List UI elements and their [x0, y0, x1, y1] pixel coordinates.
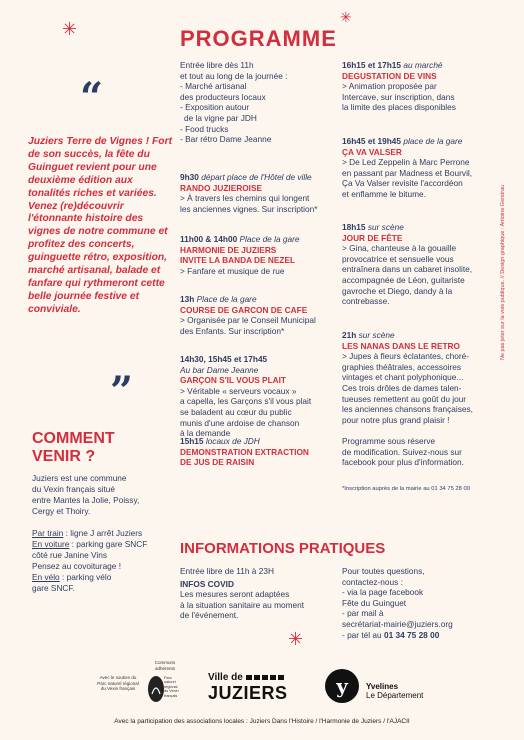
program-line: pour notre plus grand plaisir !: [342, 414, 450, 425]
venir-desc: entre Mantes la Jolie, Poissy,: [32, 495, 140, 505]
programme-block-jour-de-fete: [342, 222, 472, 307]
program-line: munis d'une ardoise de chanson: [180, 417, 300, 428]
facebook-link[interactable]: - via la page facebook: [342, 587, 424, 598]
support-line: Parc naturel régional: [97, 680, 139, 686]
event-place: Au bar Dame Jeanne: [180, 364, 259, 375]
program-line: - Exposition autour: [180, 102, 250, 113]
event-time: 11h00 & 14h00: [180, 234, 238, 244]
programme-block-garcon: [180, 354, 311, 439]
program-line: en passant par Madness et Bourvil,: [342, 167, 473, 178]
train-text: : ligne J arrêt Juziers: [63, 528, 143, 538]
venir-desc: Juziers est une commune: [32, 473, 127, 483]
event-title: JOUR DE FÊTE: [342, 232, 403, 243]
support-line: du Vexin français: [100, 686, 136, 691]
event-title: RANDO JUZIEROISE: [180, 182, 263, 193]
info-line: - par mail à: [342, 608, 384, 619]
event-title: DEMONSTRATION EXTRACTION: [180, 446, 309, 457]
yvelines-label: [366, 682, 423, 700]
event-title: INVITE LA BANDA DE NEZEL: [180, 255, 296, 266]
event-time: 16h45 et 19h45: [342, 136, 402, 146]
svg-text:y: y: [336, 674, 348, 698]
program-line: se baladent au cœur du public: [180, 406, 292, 417]
program-line: des producteurs locaux: [180, 91, 266, 102]
parc-line: du Vexin français: [164, 689, 179, 698]
programme-block-jus: [180, 436, 309, 468]
programme-block-ouverture: [180, 60, 287, 145]
program-line: facebook pour plus d'information.: [342, 457, 464, 468]
car-text-3: Pensez au covoiturage !: [32, 561, 122, 571]
program-line: Programme sous réserve: [342, 436, 436, 446]
parc-line: régional: [164, 684, 178, 689]
event-place: départ place de l'Hôtel de ville: [198, 172, 312, 182]
page-title: PROGRAMME: [180, 26, 337, 51]
star-icon: ✳: [288, 629, 304, 649]
info-line: à la situation sanitaire au moment: [180, 599, 305, 610]
star-icon: ✳: [340, 9, 352, 25]
yvelines-departement: Le Département: [366, 691, 424, 700]
info-line: contactez-nous :: [342, 576, 403, 587]
program-line: Entrée libre dès 11h: [180, 60, 254, 70]
juziers-logo-bar: [246, 675, 286, 680]
event-time: 21h: [342, 330, 357, 340]
venir-title-line: VENIR ?: [32, 448, 96, 465]
program-line: de modification. Suivez-nous sur: [342, 446, 462, 457]
program-line: - Food trucks: [180, 123, 229, 134]
program-line: > Fanfare et musique de rue: [180, 265, 285, 276]
event-time: 13h: [180, 294, 195, 304]
car-text: : parking gare SNCF: [69, 539, 148, 549]
event-title: LES NANAS DANS LE RETRO: [342, 340, 461, 351]
car-label: En voiture: [32, 539, 70, 549]
yvelines-name: Yvelines: [366, 682, 399, 691]
email-link[interactable]: secrétariat-mairie@juziers.org: [342, 618, 453, 629]
yvelines-logo-icon: [324, 668, 360, 704]
parc-logo-icon: [146, 674, 166, 704]
train-label: Par train: [32, 528, 64, 538]
program-line: et tout au long de la journée :: [180, 70, 288, 81]
program-line: de la vigne par JDH: [184, 112, 257, 123]
program-line: - Bar rétro Dame Jeanne: [180, 134, 272, 145]
program-line: des Enfants. Sur inscription*: [180, 325, 285, 336]
program-line: - Marché artisanal: [180, 81, 247, 92]
venir-desc: du Vexin français situé: [32, 484, 116, 494]
info-line: de l'événement.: [180, 610, 239, 621]
event-title: DEGUSTATION DE VINS: [342, 70, 437, 81]
event-place: Place de la gare: [194, 294, 257, 304]
program-line: > Organisée par le Conseil Municipal: [180, 315, 316, 326]
programme-block-nanas: [342, 330, 473, 425]
programme-reserve: [342, 436, 464, 468]
infos-title: INFORMATIONS PRATIQUES: [180, 540, 386, 557]
event-place: au marché: [401, 60, 443, 70]
program-line: provocatrice et sensuelle vous: [342, 253, 454, 264]
bike-text: : parking vélo: [59, 572, 112, 582]
program-line: > Gina, chanteuse à la gouaille: [342, 243, 457, 254]
program-line: accompagnée de Léon, guitariste: [342, 274, 465, 285]
footer-credit: Avec la participation des associations locales : Juziers Dans l'Histoire / l'Harmonie de Juziers / l'AJACII: [114, 718, 410, 725]
info-line: Fête du Guinguet: [342, 597, 407, 608]
programme-block-harmonie: [180, 234, 299, 276]
programme-block-degustation: [342, 60, 456, 113]
program-line: graphies théâtrales, accessoires: [342, 361, 461, 372]
program-line: > Jupes à fleurs éclatantes, choré-: [342, 351, 470, 362]
support-text: [88, 675, 148, 692]
program-line: > De Led Zeppelin à Marc Perrone: [342, 157, 470, 168]
programme-block-course: [180, 294, 316, 336]
event-title: GARÇON S'IL VOUS PLAIT: [180, 375, 286, 386]
event-time: 16h15 et 17h15: [342, 60, 402, 70]
ville-de-label: Ville de: [208, 672, 243, 683]
communs-label: Communs: [154, 660, 176, 665]
program-line: > Animation proposée par: [342, 81, 437, 92]
program-line: et enflamme le bitume.: [342, 188, 426, 199]
program-line: les anciennes vignes. Sur inscription*: [180, 203, 318, 214]
program-line: les anciennes chansons françaises,: [342, 404, 473, 415]
intro-text: Juziers Terre de Vignes ! Fort de son succès, la fête du Guinguet revient pour une deuxième édition aux tonalités riches et variées. Venez (re)découvrir l'étonnante histoire des vignes de notre commune et profitez des concerts, guinguette rétro, exposition, marché artisanal, balade et fanfare qui rythmeront cette belle journée festive et conviviale.: [28, 136, 173, 315]
info-line: Entrée libre de 11h à 23H: [180, 566, 274, 576]
vertical-note: Ne pas jeter sur la voie publique. // Design graphique : Antoine Gendrau: [500, 184, 506, 360]
programme-block-valser: [342, 136, 472, 200]
event-place: sur scène: [365, 222, 404, 232]
adherents-label: adhérents: [154, 666, 175, 671]
event-place: Place de la gare: [237, 234, 300, 244]
bike-label: En vélo: [32, 572, 60, 582]
programme-block-rando: [180, 172, 317, 214]
event-time: 14h30, 15h45 et 17h45: [180, 354, 268, 364]
program-line: a capella, les Garçons s'il vous plait: [180, 396, 312, 407]
parc-name: [164, 676, 186, 698]
program-line: > Véritable « serveurs vocaux »: [180, 385, 297, 396]
venir-body: [32, 473, 172, 594]
parc-line: naturel: [164, 680, 176, 685]
program-line: la limite des places disponibles: [342, 102, 456, 113]
event-title: HARMONIE DE JUZIERS: [180, 244, 277, 255]
bike-text-2: gare SNCF.: [32, 583, 75, 593]
info-line: Pour toutes questions,: [342, 566, 425, 576]
event-place: locaux de JDH: [203, 436, 260, 446]
event-title: DE JUS DE RAISIN: [180, 457, 255, 468]
event-place: place de la gare: [401, 136, 463, 146]
quote-open-icon: “: [80, 74, 104, 121]
program-line: gavroche et Diego, dandy à la: [342, 285, 453, 296]
event-title: ÇA VA VALSER: [342, 146, 402, 157]
covid-title: INFOS COVID: [180, 578, 234, 589]
quote-close-icon: ”: [110, 368, 134, 415]
juziers-wordmark: JUZIERS: [208, 683, 288, 703]
venir-title-line: COMMENT: [32, 430, 115, 447]
program-line: tueuses remettent au goût du jour: [342, 393, 467, 404]
venir-desc: Cergy et Thoiry.: [32, 506, 91, 516]
venir-title: [32, 430, 115, 466]
parc-logo: [146, 660, 184, 710]
event-time: 9h30: [180, 172, 199, 182]
program-line: contrebasse.: [342, 296, 390, 307]
juziers-logo: [208, 672, 288, 708]
program-line: vintages et chant polyphonique...: [342, 372, 464, 383]
info-line: - par tél au: [342, 629, 384, 640]
program-line: à la demande: [180, 428, 231, 439]
phone-number: 01 34 75 28 00: [383, 629, 440, 640]
infos-right: [342, 566, 453, 640]
program-line: Ces trois drôles de dames talen-: [342, 382, 462, 393]
footnote: *Inscription auprès de la mairie au 01 34 75 28 00: [342, 486, 470, 492]
infos-left: [180, 566, 304, 621]
program-line: entraînera dans un cabaret insolite,: [342, 264, 473, 275]
event-time: 18h15: [342, 222, 366, 232]
event-title: COURSE DE GARCON DE CAFE: [180, 304, 308, 315]
program-line: Intercave, sur inscription, dans: [342, 91, 455, 102]
program-line: > À travers les chemins qui longent: [180, 193, 310, 204]
car-text-2: côté rue Janine Vins: [32, 550, 108, 560]
event-place: sur scène: [356, 330, 395, 340]
support-line: Avec le soutien du: [99, 675, 137, 680]
info-line: Les mesures seront adaptées: [180, 589, 290, 600]
parc-line: Parc: [164, 676, 172, 680]
event-time: 15h15: [180, 436, 204, 446]
program-line: Ça Va Valser revisite l'accordéon: [342, 178, 463, 189]
star-icon: ✳: [62, 19, 78, 39]
